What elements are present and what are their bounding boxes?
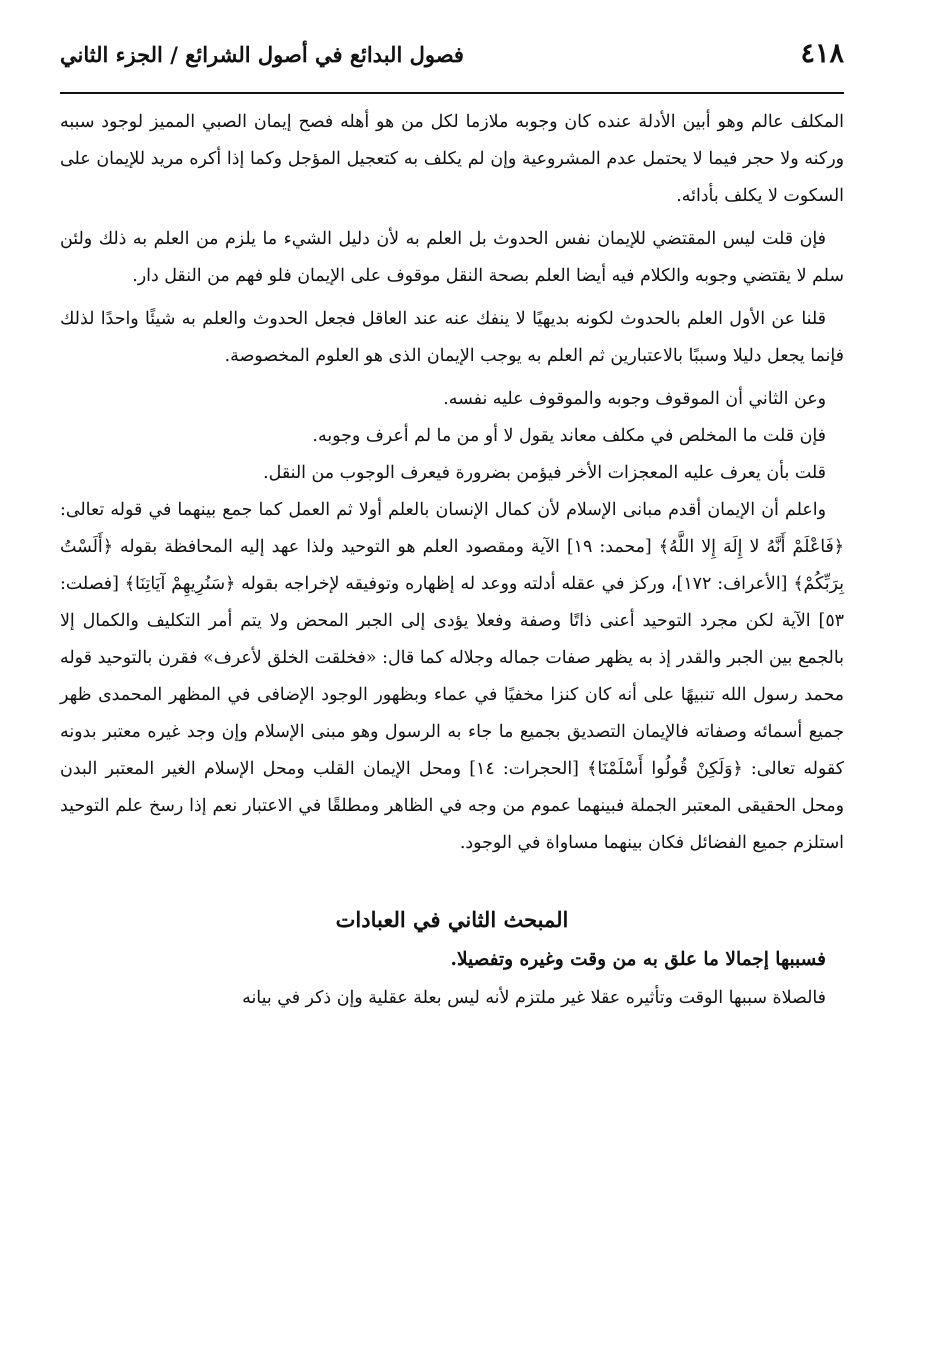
section-subheading: فسببها إجمالا ما علق به من وقت وغيره وتفصيلا. <box>450 949 826 970</box>
page-body <box>60 94 844 1017</box>
page-number: ٤١٨ <box>800 38 844 69</box>
section-first-line: فالصلاة سببها الوقت وتأثيره عقلا غير ملتزم لأنه ليس بعلة عقلية وإن ذكر في بيانه <box>242 988 826 1008</box>
paragraph-1: المكلف عالم وهو أبين الأدلة عنده كان وجوبه ملازما لكل من هو أهله فصح إيمان الصبي المميز لوجود سببه وركنه ولا حجر فيما لا يحتمل عدم المشروعية وإن لم يكلف به كتعجيل المؤجل وكما إذا أكره مريد للإيمان على السكوت لا يكلف بأدائه. <box>60 112 844 206</box>
page-header <box>60 34 844 94</box>
paragraph-7: واعلم أن الإيمان أقدم مبانى الإسلام لأن كمال الإنسان بالعلم أولا ثم العمل كما جمع بينهما في قوله تعالى: ﴿فَاعْلَمْ أَنَّهُ لا إِلَهَ إِلا اللَّهُ﴾ [محمد: ١٩] الآية ومقصود العلم هو التوحيد ولذا عهد إليه المحافظة بقوله ﴿أَلَسْتُ بِرَبِّكُمْ﴾ [الأعراف: ١٧٢]، وركز في عقله أدلته ووعد له إظهاره وتوفيقه لإخراجه بقوله ﴿سَنُرِيهِمْ آيَاتِنَا﴾ [فصلت: ٥٣] الآية لكن مجرد التوحيد أعنى ذاتًا وصفة وفعلا يؤدى إلى الجبر المحض ولا يتم أمر التكليف والكمال إلا بالجمع بين الجبر والقدر إذ به يظهر صفات جماله وجلاله كما قال: «فخلقت الخلق لأعرف» فقرن بالتوحيد قوله محمد رسول الله تنبيهًا على أنه كان كنزا مخفيًا في عماء وبظهور الوجود الإضافى في المظهر المحمدى ظهر جميع أسمائه وصفاته فالإيمان التصديق بجميع ما جاء به الرسول وهو مبنى الإسلام وإن وجد غيره معتبر بدونه كقوله تعالى: ﴿وَلَكِنْ قُولُوا أَسْلَمْنَا﴾ [الحجرات: ١٤] ومحل الإيمان القلب ومحل الإسلام الغير المعتبر البدن ومحل الحقيقى المعتبر الجملة فبينهما عموم من وجه في الظاهر ومطلقًا في الاعتبار نعم إذا رسخ علم التوحيد استلزم جميع الفضائل فكان بينهما مساواة في الوجود. <box>60 500 845 853</box>
paragraph-2: فإن قلت ليس المقتضي للإيمان نفس الحدوث بل العلم به لأن دليل الشيء ما يلزم من العلم به ذلك ولئن سلم لا يقتضي وجوبه والكلام فيه أيضا العلم بصحة النقل موقوف على الإيمان فلو فهم من النقل دار. <box>60 229 844 286</box>
paragraph-5: فإن قلت ما المخلص في مكلف معاند يقول لا أو من ما لم أعرف وجوبه. <box>312 426 826 446</box>
paragraph-3: قلنا عن الأول العلم بالحدوث لكونه بديهيًا لا ينفك عنه عند العاقل فجعل الحدوث والعلم به شيئًا واحدًا لذلك فإنما يجعل دليلا وسببًا بالاعتبارين ثم العلم به يوجب الإيمان الذى هو العلوم المخصوصة. <box>60 309 844 366</box>
paragraph-6: قلت بأن يعرف عليه المعجزات الأخر فيؤمن بضرورة فيعرف الوجوب من النقل. <box>263 463 826 483</box>
book-page <box>60 34 844 1017</box>
paragraph-4: وعن الثاني أن الموقوف وجوبه والموقوف عليه نفسه. <box>443 389 826 409</box>
running-title: فصول البدائع في أصول الشرائع / الجزء الثاني <box>60 42 464 67</box>
section-heading: المبحث الثاني في العبادات <box>335 907 569 932</box>
